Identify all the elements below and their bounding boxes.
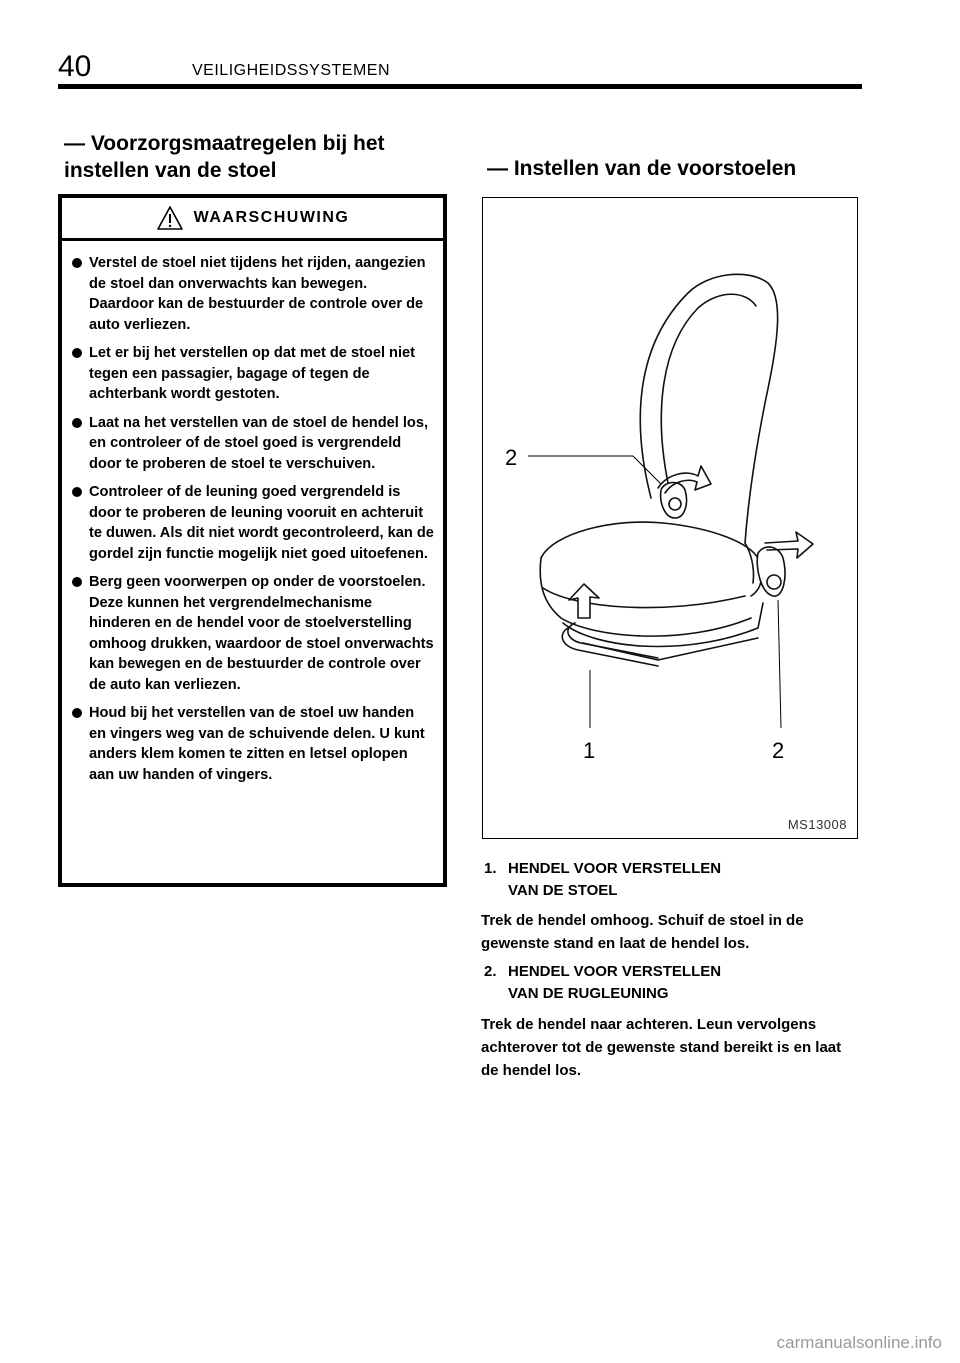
warning-item: Let er bij het verstellen op dat met de stoel niet tegen een passagier, bagage of tegen de achterbank wordt gestoten. bbox=[72, 343, 435, 405]
warning-item: Laat na het verstellen van de stoel de hendel los, en controleer of de stoel goed is vergrendeld door te proberen de stoel te verschuiven. bbox=[72, 413, 435, 475]
item-1-number: 1. bbox=[484, 860, 497, 877]
title-line-2: instellen van de stoel bbox=[64, 159, 277, 182]
seat-figure bbox=[482, 197, 858, 839]
item-1-line-1: HENDEL VOOR VERSTELLEN bbox=[508, 860, 722, 877]
warning-item: Controleer of de leuning goed vergrendeld is door te proberen de leuning vooruit en achteruit te duwen. Als dit niet wordt gecontroleerd, kan de gordel zijn functie mogelijk niet goed uitoefenen. bbox=[72, 482, 435, 564]
seat-illustration bbox=[483, 198, 859, 840]
item-2-text: Trek de hendel naar achteren. Leun vervolgens achterover tot de gewenste stand bereikt is en laat de hendel los. bbox=[481, 1016, 842, 1079]
callout-2-top: 2 bbox=[505, 445, 518, 470]
bullet-icon bbox=[72, 418, 82, 428]
bullet-icon bbox=[72, 258, 82, 268]
bullet-icon bbox=[72, 487, 82, 497]
warning-item: Berg geen voorwerpen op onder de voorstoelen. Deze kunnen het vergrendelmechanisme hinderen en de hendel voor de stoelverstelling omhoog drukken, waardoor de stoel onverwachts kan bewegen en de bestuurder de controle over de auto kan verliezen. bbox=[72, 572, 435, 695]
running-head: VEILIGHEIDSSYSTEMEN bbox=[192, 62, 390, 79]
item-2-heading bbox=[484, 961, 721, 1005]
section-title-adjusting-seats: — Instellen van de voorstoelen bbox=[487, 157, 797, 180]
warning-label: WAARSCHUWING bbox=[193, 209, 350, 226]
warning-header bbox=[62, 198, 443, 241]
title-line-1: — Voorzorgsmaatregelen bij het bbox=[64, 132, 385, 155]
warning-list bbox=[62, 241, 443, 785]
bullet-icon bbox=[72, 348, 82, 358]
bullet-icon bbox=[72, 577, 82, 587]
item-2-line-1: HENDEL VOOR VERSTELLEN bbox=[508, 963, 722, 980]
warning-item: Verstel de stoel niet tijdens het rijden, aangezien de stoel dan onverwachts kan bewegen. Daardoor kan de bestuurder de controle over de auto verliezen. bbox=[72, 253, 435, 335]
figure-code: MS13008 bbox=[787, 817, 847, 832]
callout-1: 1 bbox=[583, 738, 596, 763]
callout-2: 2 bbox=[772, 738, 785, 763]
bullet-icon bbox=[72, 708, 82, 718]
item-1-line-2: VAN DE STOEL bbox=[508, 882, 618, 899]
item-2-number: 2. bbox=[484, 963, 497, 980]
page-number: 40 bbox=[58, 50, 92, 83]
warning-triangle-icon bbox=[156, 205, 184, 231]
watermark: carmanualsonline.info bbox=[776, 1333, 942, 1352]
header-rule bbox=[58, 84, 862, 89]
warning-box bbox=[58, 194, 447, 887]
warning-item: Houd bij het verstellen van de stoel uw handen en vingers weg van de schuivende delen. U kunt anders klem komen te zitten en letsel oplopen aan uw handen of vingers. bbox=[72, 703, 435, 785]
item-1-text: Trek de hendel omhoog. Schuif de stoel in de gewenste stand en laat de hendel los. bbox=[481, 912, 804, 952]
item-1-heading bbox=[484, 858, 721, 902]
item-2-line-2: VAN DE RUGLEUNING bbox=[508, 985, 669, 1002]
section-title-precautions bbox=[64, 130, 454, 184]
